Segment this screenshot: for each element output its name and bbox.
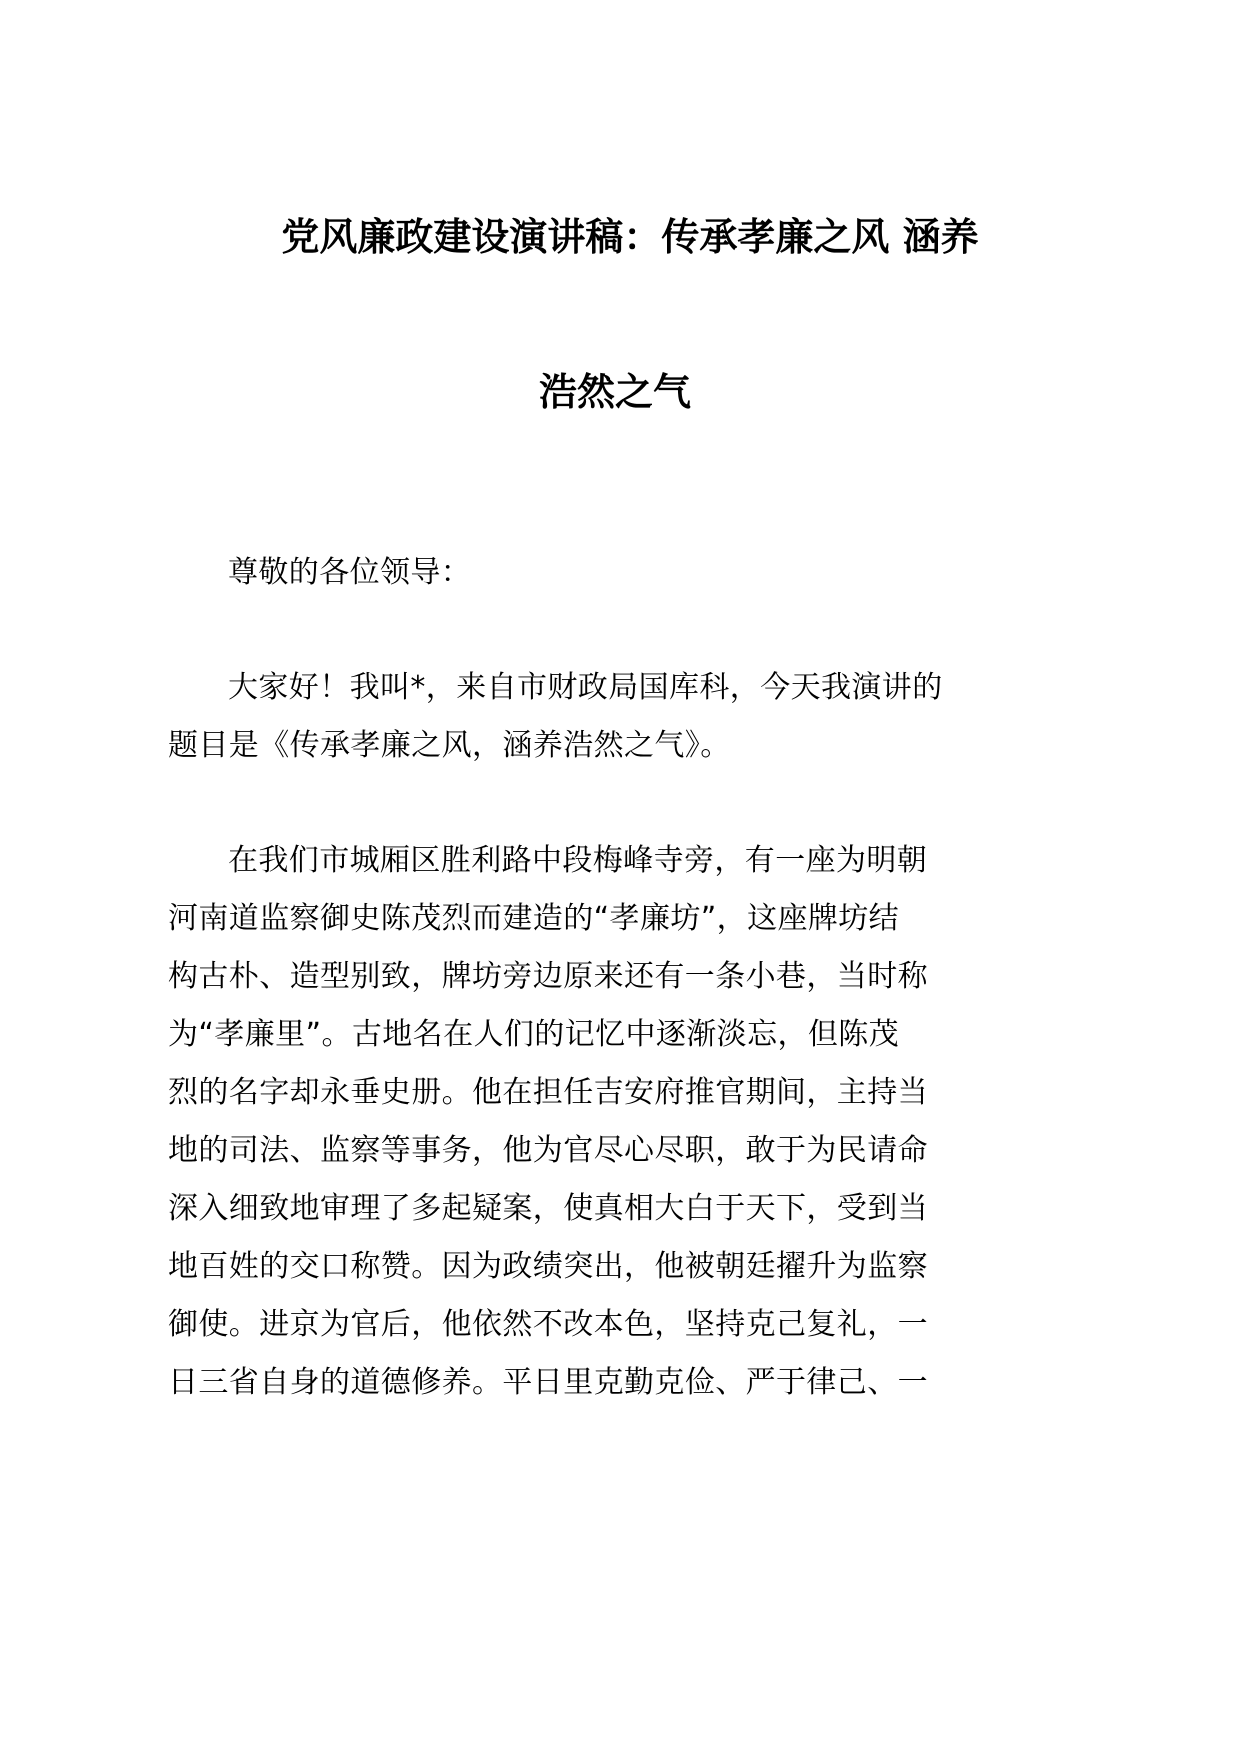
paragraph-2-line-10: 日三省自身的道德修养。平日里克勤克俭、严于律己、一 xyxy=(168,1365,928,1400)
salutation: 尊敬的各位领导： xyxy=(228,555,472,590)
paragraph-2-line-2: 河南道监察御史陈茂烈而建造的“孝廉坊”，这座牌坊结 xyxy=(168,901,900,936)
paragraph-2-line-3: 构古朴、造型别致，牌坊旁边原来还有一条小巷，当时称 xyxy=(168,959,928,994)
paragraph-2-line-1: 在我们市城厢区胜利路中段梅峰寺旁，有一座为明朝 xyxy=(228,843,928,878)
paragraph-2-line-4: 为“孝廉里”。古地名在人们的记忆中逐渐淡忘，但陈茂 xyxy=(168,1017,900,1052)
paragraph-2-line-9: 御使。进京为官后，他依然不改本色，坚持克己复礼，一 xyxy=(168,1307,928,1342)
document-title-line-2: 浩然之气 xyxy=(538,370,691,414)
paragraph-2-line-8: 地百姓的交口称赞。因为政绩突出，他被朝廷擢升为监察 xyxy=(168,1249,928,1284)
document-title-line-1: 党风廉政建设演讲稿：传承孝廉之风 涵养 xyxy=(281,215,979,259)
paragraph-1-line-2: 题目是《传承孝廉之风，涵养浩然之气》。 xyxy=(168,728,731,763)
paragraph-2-line-6: 地的司法、监察等事务，他为官尽心尽职，敢于为民请命 xyxy=(168,1133,928,1168)
paragraph-2-line-7: 深入细致地审理了多起疑案，使真相大白于天下，受到当 xyxy=(168,1191,928,1226)
paragraph-2-line-5: 烈的名字却永垂史册。他在担任吉安府推官期间，主持当 xyxy=(168,1075,928,1110)
paragraph-1-line-1: 大家好！我叫*，来自市财政局国库科，今天我演讲的 xyxy=(228,670,943,705)
